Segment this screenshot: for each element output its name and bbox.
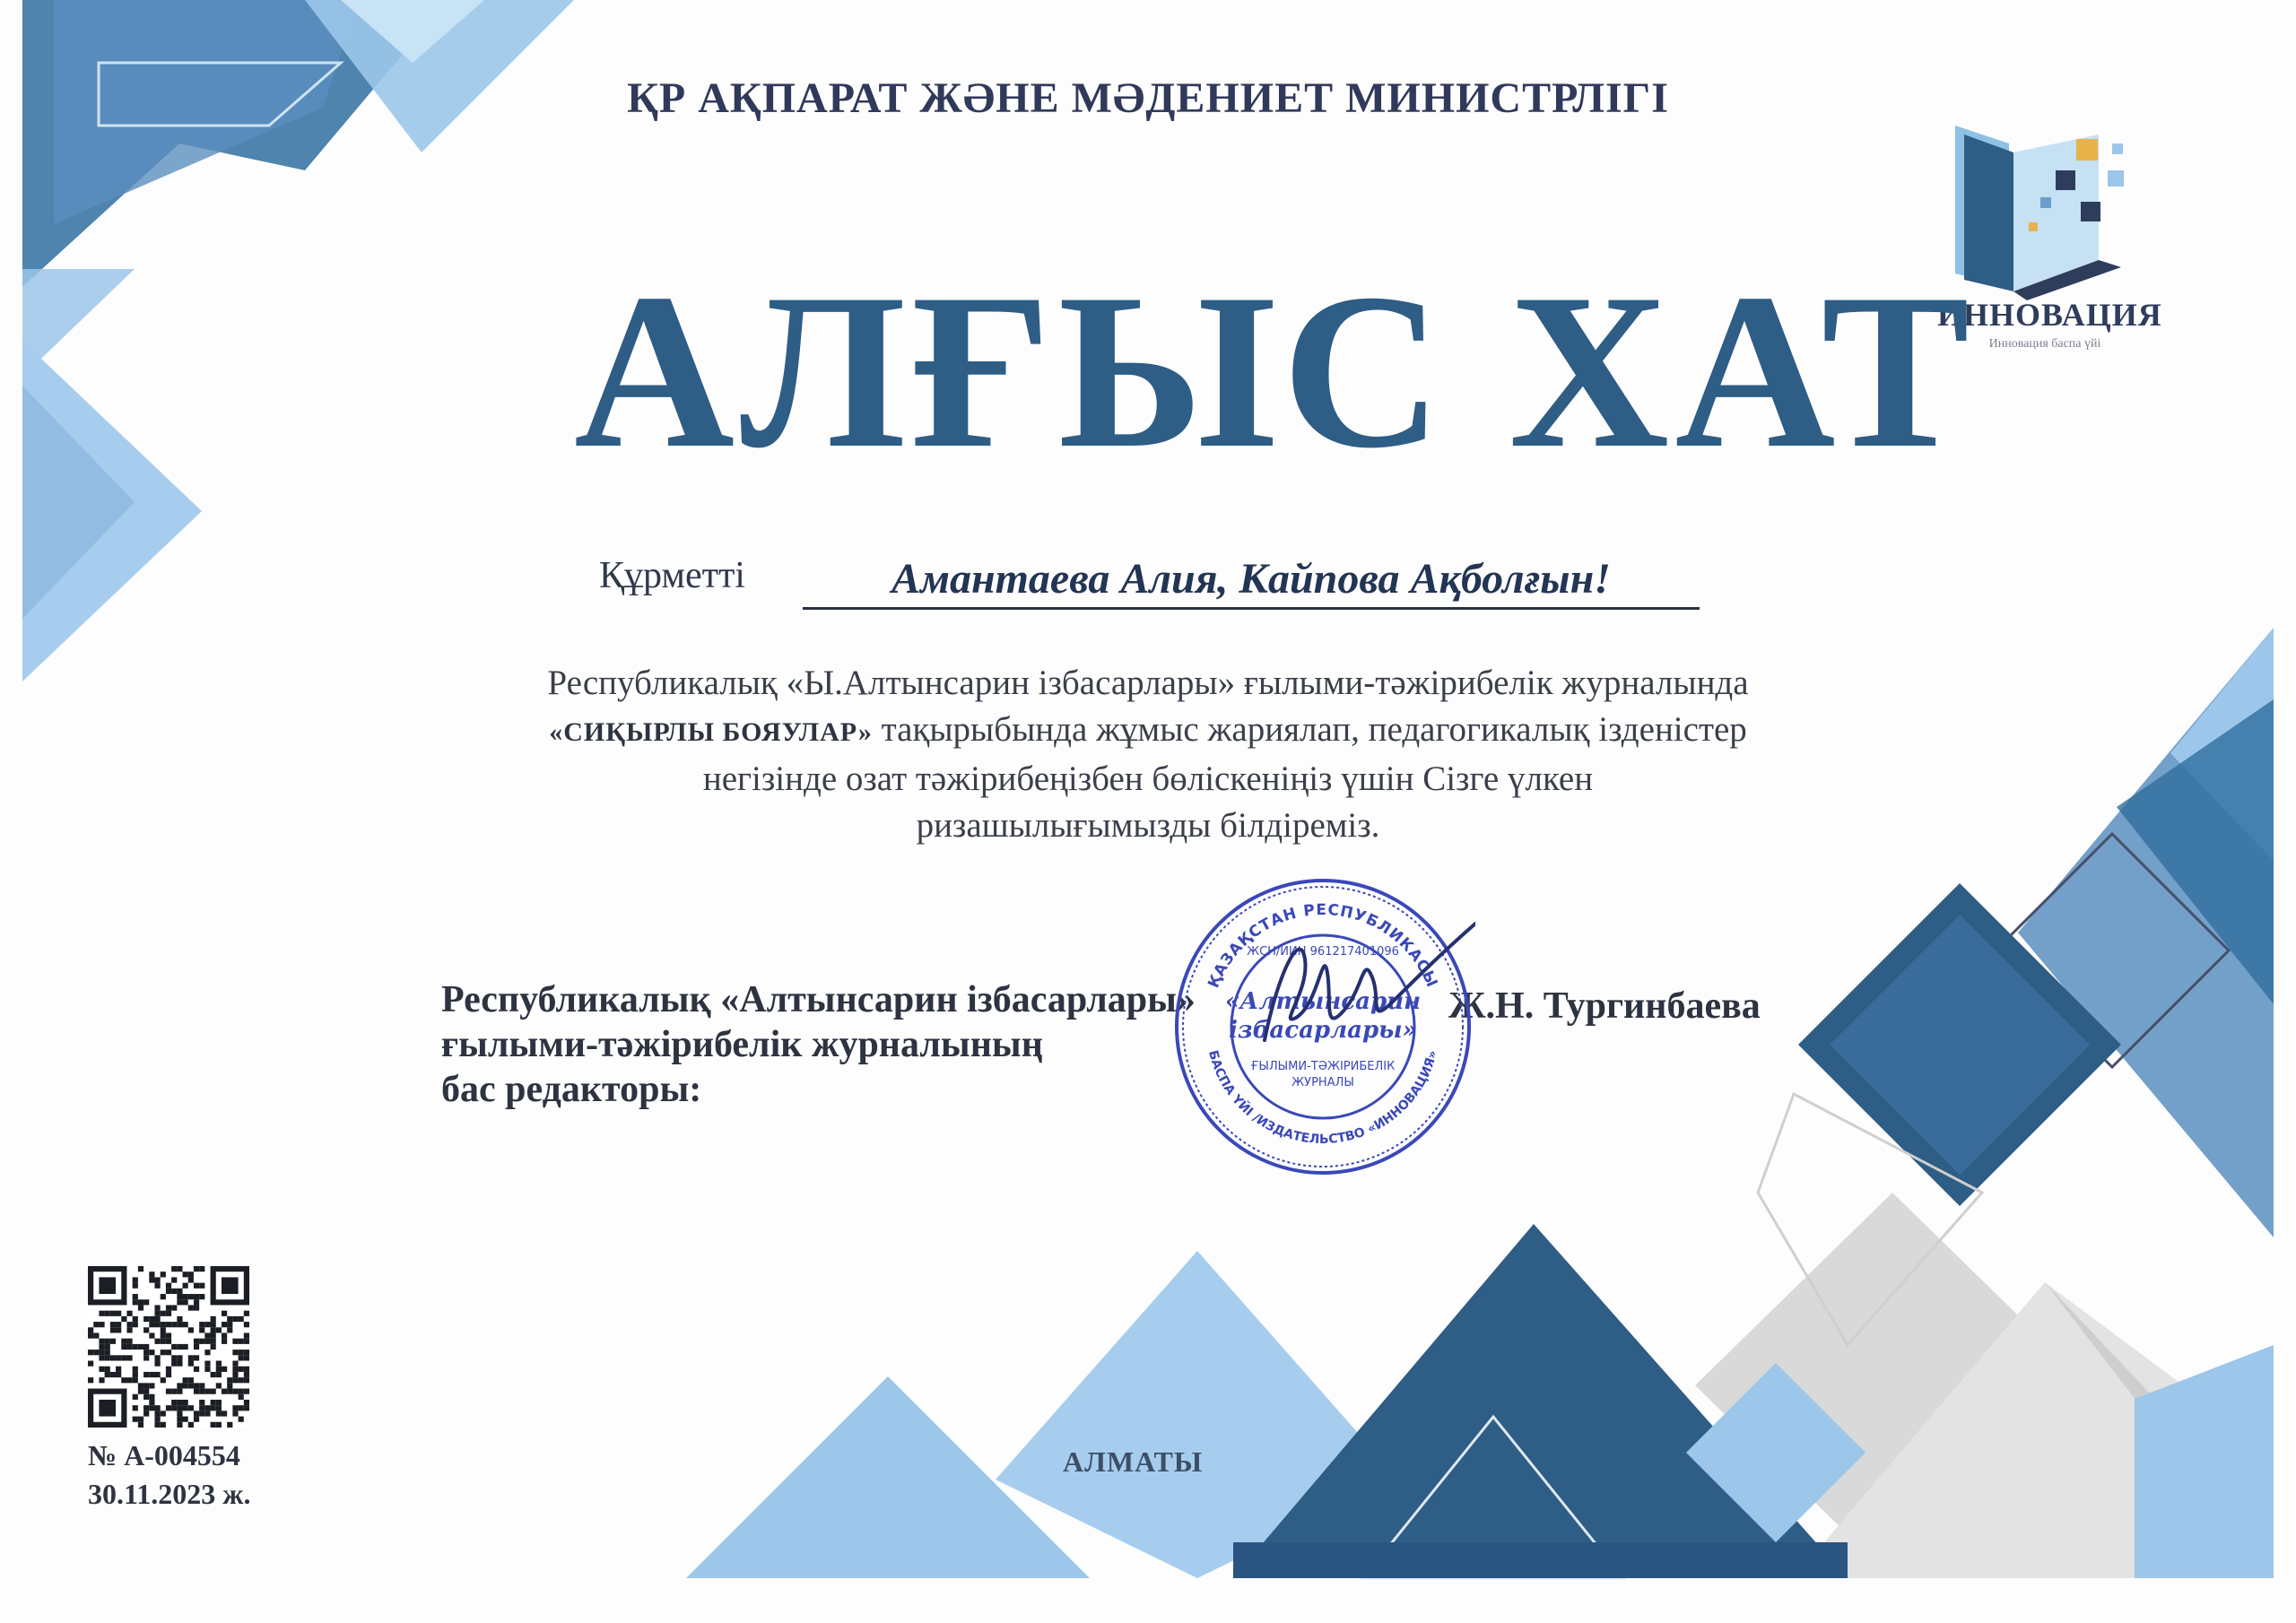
certificate-date: 30.11.2023 ж. <box>88 1478 251 1510</box>
certificate-number: № А-004554 <box>88 1439 240 1471</box>
city-label: АЛМАТЫ <box>1063 1445 1204 1478</box>
recipient-names: Амантаева Алия, Кайпова Ақболғын! <box>803 554 1700 610</box>
editor-line-1: Республикалық «Алтынсарин ізбасарлары» <box>441 979 1196 1020</box>
body-text <box>430 660 1866 849</box>
salutation: Құрметті <box>599 555 745 596</box>
logo-subtitle: Инновация баспа үйі <box>1988 337 2101 351</box>
body-line-2 <box>430 707 1866 756</box>
body-line-4: ризашылығымызды білдіреміз. <box>916 806 1380 845</box>
body-line-3: негізінде озат тәжірибеңізбен бөліскеніңіз үшін Сізге үлкен <box>702 759 1594 798</box>
seal-center-1: «Алтынсарин <box>1224 988 1422 1015</box>
seal-top-text: ҚАЗАҚСТАН РЕСПУБЛИКАСЫ <box>1205 900 1441 991</box>
body-line-1: Республикалық «Ы.Алтынсарин ізбасарлары» ғылыми-тәжірибелік журналында <box>547 664 1749 702</box>
round-seal <box>1170 874 1475 1179</box>
seal-bottom-text: БАСПА ҮЙІ /ИЗДАТЕЛЬСТВО «ИННОВАЦИЯ» <box>1205 1048 1440 1148</box>
seal-center-4: ЖУРНАЛЫ <box>1292 1076 1354 1089</box>
topic-title: «СИҚЫРЛЫ БОЯУЛАР» <box>549 717 873 747</box>
certificate-title: АЛҒЫС ХАТ <box>574 247 1976 494</box>
ministry-heading: ҚР АҚПАРАТ ЖӘНЕ МӘДЕНИЕТ МИНИСТРЛІГІ <box>627 74 1669 122</box>
editor-line-3: бас редакторы: <box>441 1069 702 1110</box>
body-line-2-rest: тақырыбында жұмыс жариялап, педагогикалық ізденістер <box>872 710 1747 749</box>
editor-title <box>441 977 1196 1112</box>
seal-center-3: ҒЫЛЫМИ-ТӘЖІРИБЕЛІК <box>1250 1060 1396 1073</box>
logo-name: ИННОВАЦИЯ <box>1937 297 2162 333</box>
editor-name: Ж.Н. Тургинбаева <box>1448 985 1761 1027</box>
seal-center-2: ізбасарлары» <box>1229 1017 1417 1044</box>
seal-id: ЖСН/ИИН 961217401096 <box>1247 945 1399 959</box>
editor-line-2: ғылыми-тәжірибелік журналының <box>441 1024 1043 1065</box>
qr-code <box>88 1266 249 1428</box>
